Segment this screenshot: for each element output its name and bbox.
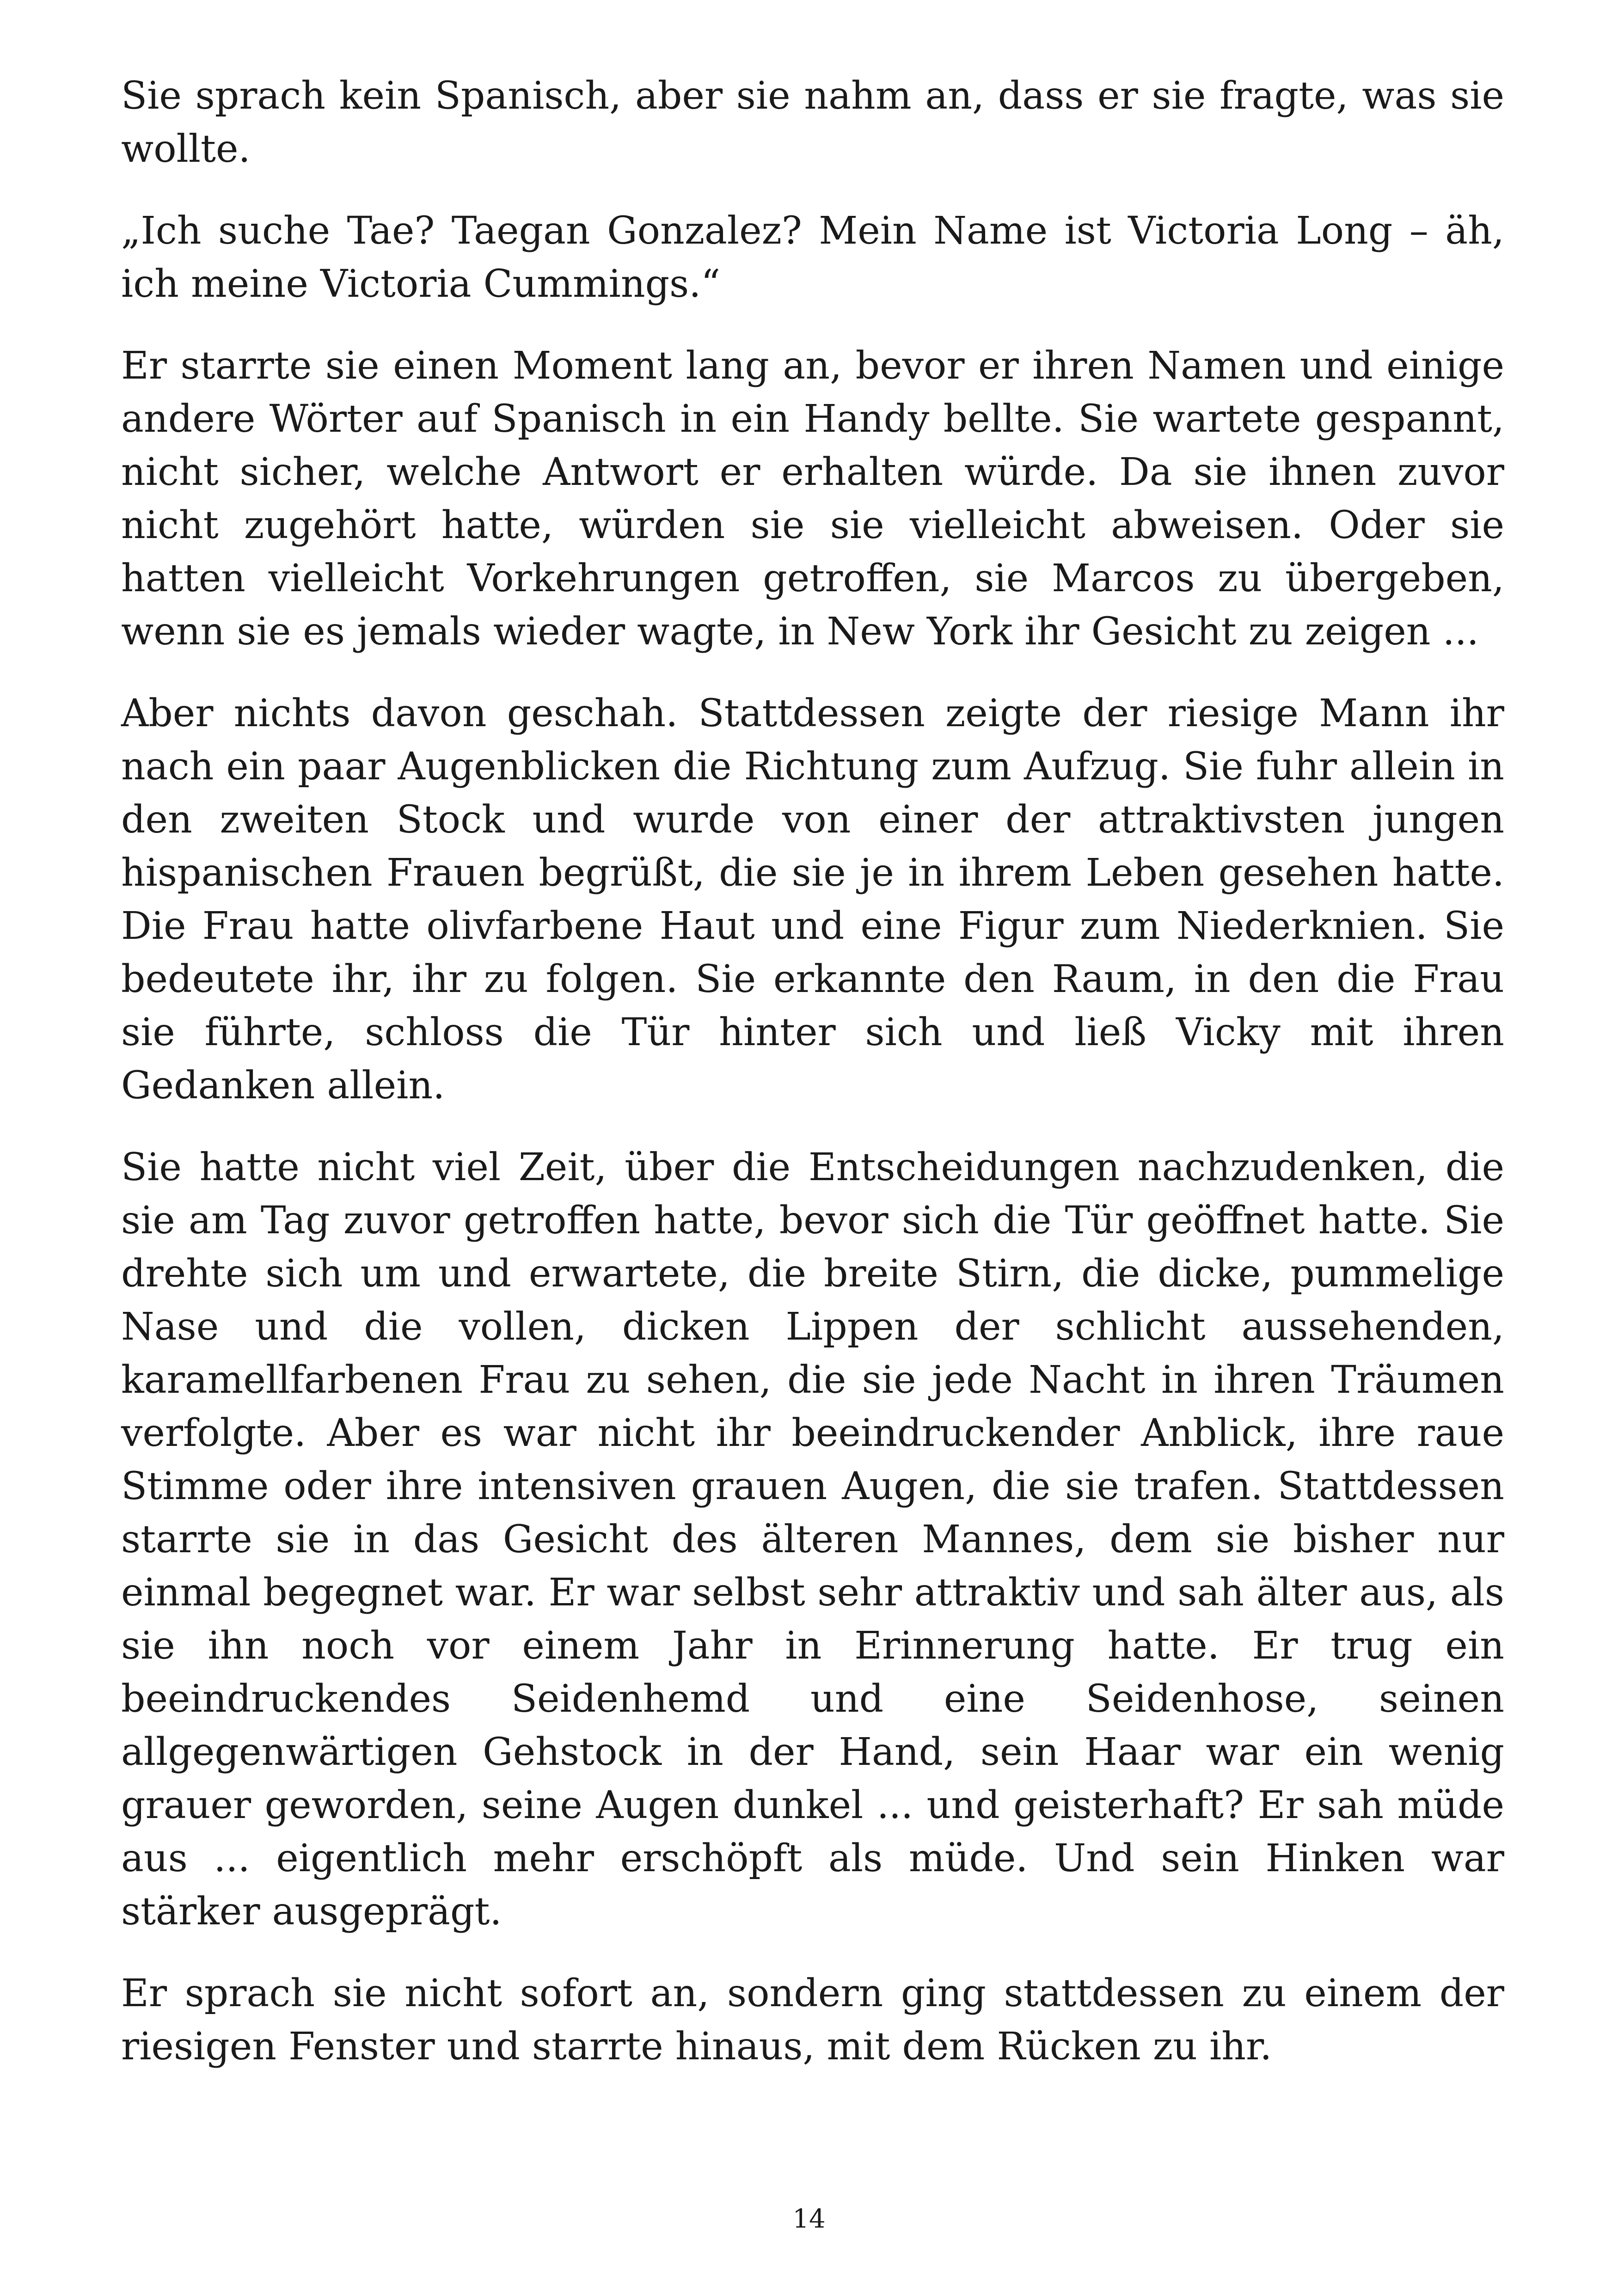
paragraph-2: „Ich suche Tae? Taegan Gonzalez? Mein Name ist Victoria Long – äh, ich meine Victoria Cummings.“	[121, 209, 1504, 306]
paragraph-4: Aber nichts davon geschah. Stattdessen zeigte der riesige Mann ihr nach ein paar Augenblicken die Richtung zum Aufzug. Sie fuhr allein in den zweiten Stock und wurde von einer der attraktivsten jungen hispanischen Frauen begrüßt, die sie je in ihrem Leben gesehen hatte. Die Frau hatte olivfarbene Haut und eine Figur zum Niederknien. Sie bedeutete ihr, ihr zu folgen. Sie erkannte den Raum, in den die Frau sie führte, schloss die Tür hinter sich und ließ Vicky mit ihren Gedanken allein.	[121, 692, 1504, 1108]
paragraph-5: Sie hatte nicht viel Zeit, über die Entscheidungen nachzudenken, die sie am Tag zuvor getroffen hatte, bevor sich die Tür geöffnet hatte. Sie drehte sich um und erwartete, die breite Stirn, die dicke, pummelige Nase und die vollen, dicken Lippen der schlicht aussehenden, karamellfarbenen Frau zu sehen, die sie jede Nacht in ihren Träumen verfolgte. Aber es war nicht ihr beeindruckender Anblick, ihre raue Stimme oder ihre intensiven grauen Augen, die sie trafen. Stattdessen starrte sie in das Gesicht des älteren Mannes, dem sie bisher nur einmal begegnet war. Er war selbst sehr attraktiv und sah älter aus, als sie ihn noch vor einem Jahr in Erinnerung hatte. Er trug ein beeindruckendes Seidenhemd und eine Seidenhose, seinen allgegenwärtigen Gehstock in der Hand, sein Haar war ein wenig grauer geworden, seine Augen dunkel ... und geisterhaft? Er sah müde aus ... eigentlich mehr erschöpft als müde. Und sein Hinken war stärker ausgeprägt.	[121, 1145, 1504, 1934]
paragraph-6: Er sprach sie nicht sofort an, sondern ging stattdessen zu einem der riesigen Fenster und starrte hinaus, mit dem Rücken zu ihr.	[121, 1971, 1504, 2069]
page-number: 14	[792, 2204, 826, 2234]
paragraph-3: Er starrte sie einen Moment lang an, bevor er ihren Namen und einige andere Wörter auf Spanisch in ein Handy bellte. Sie wartete gespannt, nicht sicher, welche Antwort er erhalten würde. Da sie ihnen zuvor nicht zugehört hatte, würden sie sie vielleicht abweisen. Oder sie hatten vielleicht Vorkehrungen getroffen, sie Marcos zu übergeben, wenn sie es jemals wieder wagte, in New York ihr Gesicht zu zeigen ...	[121, 344, 1504, 654]
paragraph-1: Sie sprach kein Spanisch, aber sie nahm an, dass er sie fragte, was sie wollte.	[121, 74, 1504, 171]
body-text	[121, 69, 1504, 2102]
